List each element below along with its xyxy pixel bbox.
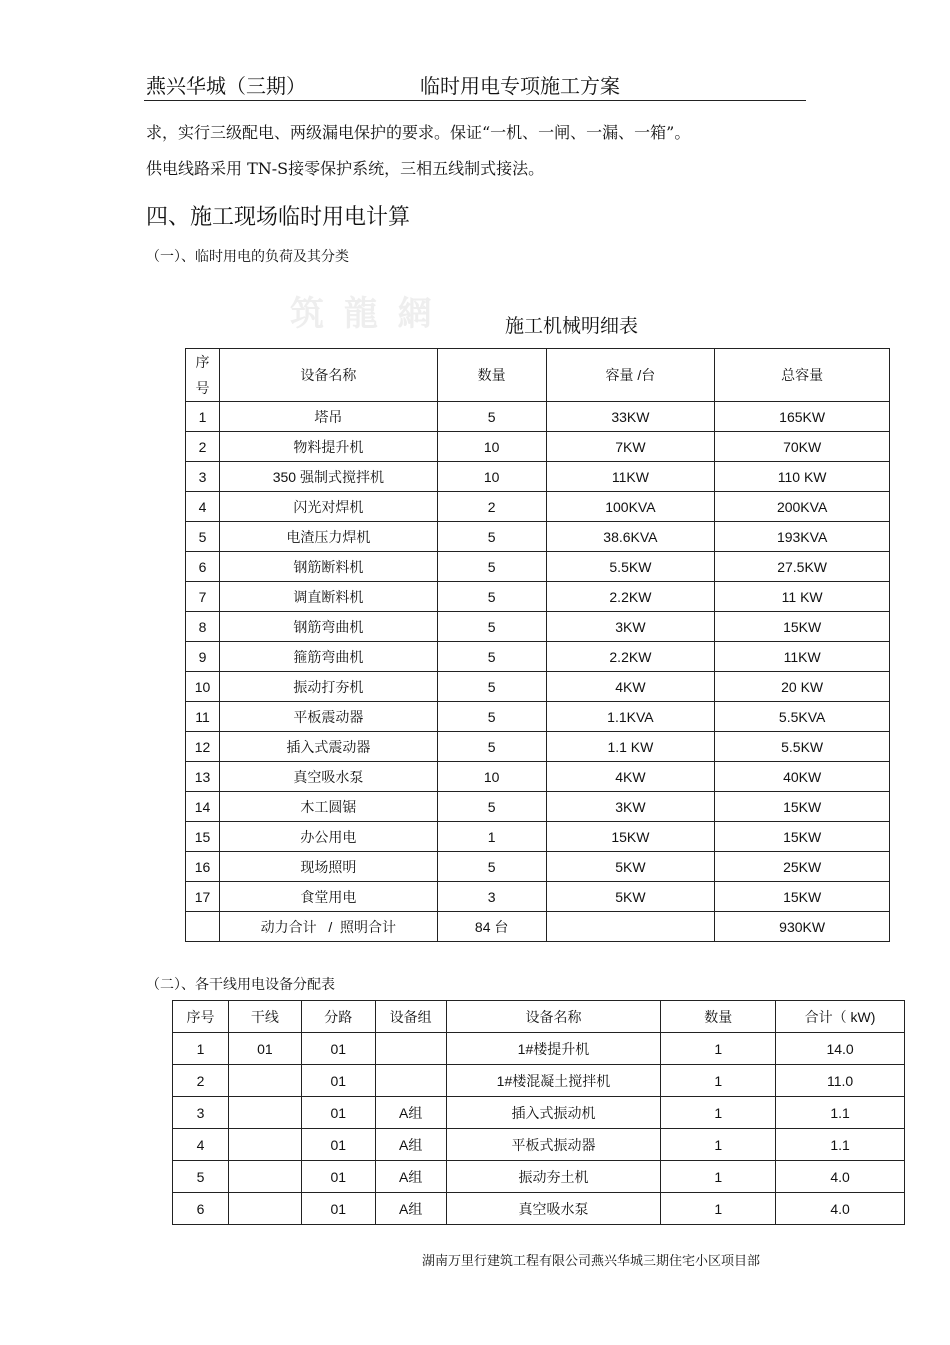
table-cell: 27.5KW: [715, 552, 890, 582]
table-row: [173, 1097, 905, 1129]
table1-header-seq: 序 号: [186, 349, 220, 402]
table-row: [186, 612, 890, 642]
table-cell: 6: [173, 1193, 229, 1225]
table-cell: 5: [437, 522, 546, 552]
table-row: [186, 582, 890, 612]
table-row: [186, 642, 890, 672]
table-cell: 4.0: [776, 1161, 905, 1193]
table-cell: [228, 1193, 301, 1225]
table-cell: 1.1: [776, 1129, 905, 1161]
table-row: [186, 792, 890, 822]
table-cell: 5KW: [546, 882, 715, 912]
table-cell: A组: [375, 1097, 446, 1129]
table-cell: 1.1KVA: [546, 702, 715, 732]
table-cell: 5: [437, 732, 546, 762]
table-cell: 5: [437, 612, 546, 642]
table-cell: 5.5KW: [546, 552, 715, 582]
table-row: [186, 672, 890, 702]
table-cell: 01: [301, 1129, 375, 1161]
table-cell: 5: [437, 672, 546, 702]
table1-summary-row: [186, 912, 890, 942]
table-cell: 5.5KW: [715, 732, 890, 762]
table-row: [186, 702, 890, 732]
table-cell: 110 KW: [715, 462, 890, 492]
table-cell: 木工圆锯: [219, 792, 437, 822]
distribution-table: [172, 1000, 905, 1225]
table-cell: 2.2KW: [546, 582, 715, 612]
paragraph-2: 供电线路采用 TN-S接零保护系统，三相五线制式接法。: [146, 159, 545, 178]
table1-header-capacity: 容量 /台: [546, 349, 715, 402]
table-cell: 14: [186, 792, 220, 822]
footer-company: 湖南万里行建筑工程有限公司燕兴华城三期住宅小区项目部: [422, 1254, 761, 1269]
table-cell: 10: [186, 672, 220, 702]
table-cell: 1#楼提升机: [446, 1033, 661, 1065]
table-cell: 14.0: [776, 1033, 905, 1065]
table-cell: 6: [186, 552, 220, 582]
table-cell: 1: [173, 1033, 229, 1065]
table-cell: 3KW: [546, 612, 715, 642]
table-cell: 01: [301, 1033, 375, 1065]
table-cell: A组: [375, 1129, 446, 1161]
table-cell: [228, 1161, 301, 1193]
table-row: [186, 552, 890, 582]
table-cell: 5: [437, 582, 546, 612]
table-cell: 调直断料机: [219, 582, 437, 612]
table-cell: 平板式振动器: [446, 1129, 661, 1161]
table1-title: 施工机械明细表: [505, 315, 639, 337]
table-cell: 01: [301, 1161, 375, 1193]
table-cell: 4.0: [776, 1193, 905, 1225]
summary-qty: 84 台: [437, 912, 546, 942]
table-cell: 5: [437, 402, 546, 432]
table-cell: 15KW: [715, 792, 890, 822]
table-cell: 插入式振动机: [446, 1097, 661, 1129]
table2-header-cell: 合计（ kW): [776, 1001, 905, 1033]
table-row: [173, 1129, 905, 1161]
table-cell: [375, 1033, 446, 1065]
table-cell: 5: [173, 1161, 229, 1193]
table-row: [186, 462, 890, 492]
table-cell: 3: [173, 1097, 229, 1129]
table2-header-cell: 设备名称: [446, 1001, 661, 1033]
table-cell: 真空吸水泵: [219, 762, 437, 792]
table-cell: A组: [375, 1193, 446, 1225]
table-row: [186, 762, 890, 792]
table-cell: 箍筋弯曲机: [219, 642, 437, 672]
table-cell: 193KVA: [715, 522, 890, 552]
table-cell: 15KW: [715, 612, 890, 642]
table-cell: 2: [186, 432, 220, 462]
table-cell: 1: [186, 402, 220, 432]
table-row: [186, 522, 890, 552]
table-cell: 3: [186, 462, 220, 492]
subsection-title-1: （一）、临时用电的负荷及其分类: [146, 249, 349, 265]
table-cell: 真空吸水泵: [446, 1193, 661, 1225]
table-cell: 1: [661, 1161, 776, 1193]
table-cell: 平板震动器: [219, 702, 437, 732]
paragraph-1: 求，实行三级配电、两级漏电保护的要求。保证“一机、一闸、一漏、一箱”。: [146, 123, 691, 142]
table-cell: 5: [437, 702, 546, 732]
section-title: 四、施工现场临时用电计算: [146, 205, 411, 230]
table-cell: 11KW: [715, 642, 890, 672]
header-project-name: 燕兴华城（三期）: [146, 74, 306, 98]
table-cell: 2: [173, 1065, 229, 1097]
table-cell: 5: [437, 792, 546, 822]
table-cell: 5: [437, 642, 546, 672]
table-cell: 3: [437, 882, 546, 912]
table-cell: 01: [228, 1033, 301, 1065]
table-row: [186, 492, 890, 522]
table-cell: 食堂用电: [219, 882, 437, 912]
table2-header-cell: 干线: [228, 1001, 301, 1033]
table-cell: 20 KW: [715, 672, 890, 702]
table2-header-cell: 设备组: [375, 1001, 446, 1033]
table2-header-cell: 分路: [301, 1001, 375, 1033]
table-cell: [186, 912, 220, 942]
table-row: [173, 1033, 905, 1065]
table-cell: 5: [437, 552, 546, 582]
table-row: [173, 1193, 905, 1225]
table-cell: 塔吊: [219, 402, 437, 432]
machinery-table: [185, 348, 890, 942]
table-cell: 7: [186, 582, 220, 612]
table-cell: 1: [661, 1193, 776, 1225]
table-cell: 1: [661, 1033, 776, 1065]
header-document-title: 临时用电专项施工方案: [420, 74, 620, 98]
table-cell: 1.1: [776, 1097, 905, 1129]
table-cell: 17: [186, 882, 220, 912]
table-row: [186, 402, 890, 432]
table-cell: 11KW: [546, 462, 715, 492]
table-cell: 闪光对焊机: [219, 492, 437, 522]
table-cell: 1: [661, 1065, 776, 1097]
table-cell: 15: [186, 822, 220, 852]
table-cell: 4: [173, 1129, 229, 1161]
table-cell: 1#楼混凝土搅拌机: [446, 1065, 661, 1097]
table-cell: 振动打夯机: [219, 672, 437, 702]
table-cell: 2.2KW: [546, 642, 715, 672]
table-cell: 12: [186, 732, 220, 762]
table-cell: 3KW: [546, 792, 715, 822]
table-cell: 16: [186, 852, 220, 882]
table-cell: 01: [301, 1193, 375, 1225]
table-cell: [228, 1097, 301, 1129]
table-cell: 33KW: [546, 402, 715, 432]
table-cell: 1.1 KW: [546, 732, 715, 762]
header-divider: [144, 100, 806, 101]
table-cell: 11: [186, 702, 220, 732]
table-cell: [375, 1065, 446, 1097]
table-cell: [546, 912, 715, 942]
table-cell: 振动夯土机: [446, 1161, 661, 1193]
table-cell: 现场照明: [219, 852, 437, 882]
table-cell: [228, 1065, 301, 1097]
table-cell: 15KW: [546, 822, 715, 852]
table-cell: 40KW: [715, 762, 890, 792]
table-cell: 13: [186, 762, 220, 792]
table-cell: 10: [437, 462, 546, 492]
table-cell: 11.0: [776, 1065, 905, 1097]
summary-label: 动力合计 / 照明合计: [219, 912, 437, 942]
table-cell: 5KW: [546, 852, 715, 882]
table-row: [173, 1161, 905, 1193]
table-cell: 7KW: [546, 432, 715, 462]
table-row: [186, 732, 890, 762]
table1-header-qty: 数量: [437, 349, 546, 402]
table-cell: 4KW: [546, 762, 715, 792]
subsection-title-2: （二）、各干线用电设备分配表: [146, 977, 335, 993]
table-cell: 5.5KVA: [715, 702, 890, 732]
table-cell: 11 KW: [715, 582, 890, 612]
watermark: 筑 龍 網: [290, 294, 436, 334]
table-row: [186, 882, 890, 912]
table-cell: 1: [661, 1097, 776, 1129]
table-cell: 1: [437, 822, 546, 852]
table-cell: 01: [301, 1097, 375, 1129]
table-cell: 350 强制式搅拌机: [219, 462, 437, 492]
table-cell: 钢筋断料机: [219, 552, 437, 582]
table-cell: 100KVA: [546, 492, 715, 522]
table-cell: 25KW: [715, 852, 890, 882]
table2-header-cell: 数量: [661, 1001, 776, 1033]
table-cell: 10: [437, 432, 546, 462]
table-cell: 38.6KVA: [546, 522, 715, 552]
summary-total: 930KW: [715, 912, 890, 942]
table-row: [186, 852, 890, 882]
table-cell: 钢筋弯曲机: [219, 612, 437, 642]
table-cell: 9: [186, 642, 220, 672]
table1-header-name: 设备名称: [219, 349, 437, 402]
table-cell: 电渣压力焊机: [219, 522, 437, 552]
table-cell: 5: [186, 522, 220, 552]
table-cell: 01: [301, 1065, 375, 1097]
table1-header-total: 总容量: [715, 349, 890, 402]
table-cell: [228, 1129, 301, 1161]
table-cell: A组: [375, 1161, 446, 1193]
table-cell: 15KW: [715, 882, 890, 912]
table-cell: 10: [437, 762, 546, 792]
table1-header-row: [186, 349, 890, 402]
table-row: [186, 432, 890, 462]
table-cell: 200KVA: [715, 492, 890, 522]
table-cell: 8: [186, 612, 220, 642]
table-cell: 1: [661, 1129, 776, 1161]
table-cell: 70KW: [715, 432, 890, 462]
table2-header-cell: 序号: [173, 1001, 229, 1033]
table-cell: 4: [186, 492, 220, 522]
table-cell: 15KW: [715, 822, 890, 852]
table-cell: 165KW: [715, 402, 890, 432]
table-cell: 办公用电: [219, 822, 437, 852]
table-cell: 4KW: [546, 672, 715, 702]
table-cell: 5: [437, 852, 546, 882]
table-cell: 物料提升机: [219, 432, 437, 462]
table2-header-row: [173, 1001, 905, 1033]
table-cell: 插入式震动器: [219, 732, 437, 762]
table-row: [173, 1065, 905, 1097]
table-row: [186, 822, 890, 852]
table-cell: 2: [437, 492, 546, 522]
